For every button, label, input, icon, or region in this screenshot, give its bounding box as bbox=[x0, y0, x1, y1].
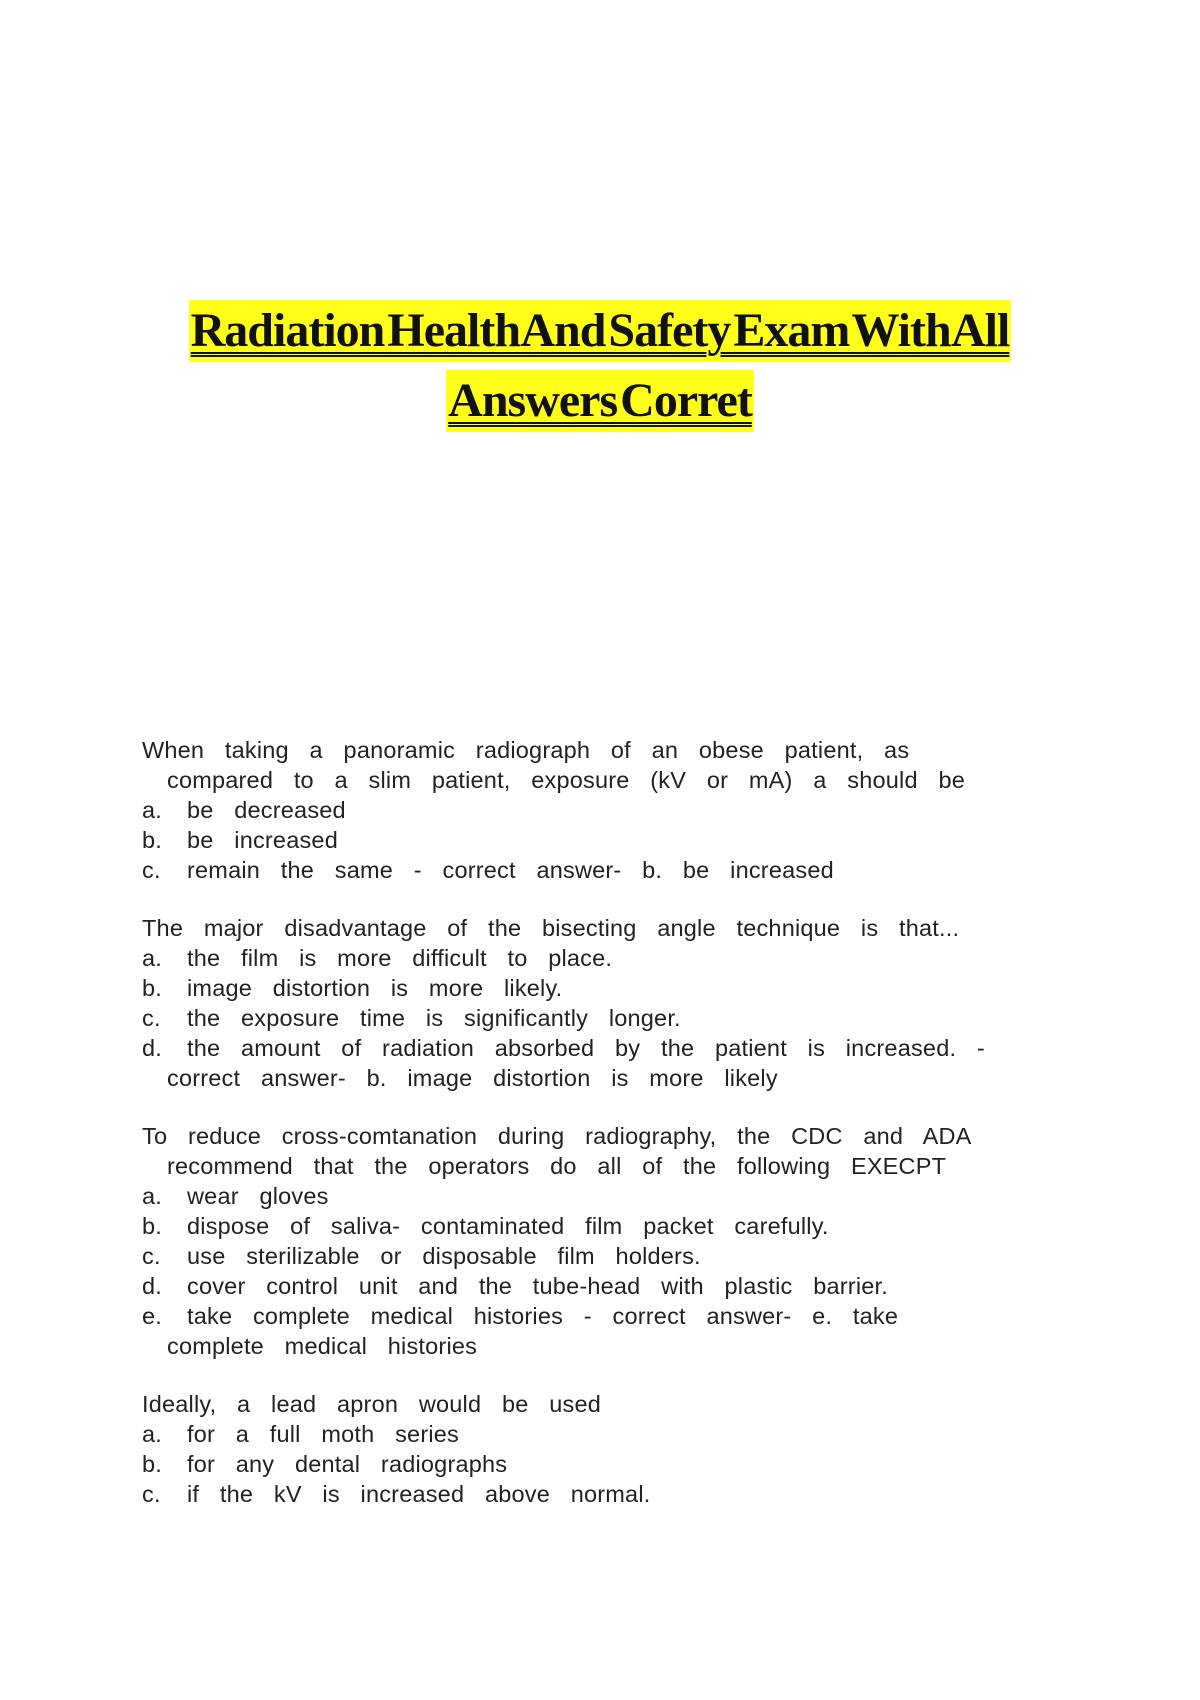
answer-option bbox=[142, 1003, 1042, 1033]
answer-option bbox=[142, 825, 1042, 855]
question-stem-line-2: compared to a slim patient, exposure (kV or mA) a should be bbox=[167, 767, 965, 793]
option-text: dispose of saliva- contaminated film packet carefully. bbox=[187, 1213, 829, 1239]
answer-option bbox=[142, 1449, 1042, 1479]
correct-answer-text: correct answer- b. image distortion is more likely bbox=[167, 1065, 778, 1091]
answer-option bbox=[142, 1033, 1042, 1093]
option-letter: b. bbox=[142, 1213, 162, 1239]
answer-option bbox=[142, 1419, 1042, 1449]
question-stem-line-1: To reduce cross-comtanation during radiography, the CDC and ADA bbox=[142, 1123, 972, 1149]
question-stem-line-1: The major disadvantage of the bisecting angle technique is that... bbox=[142, 915, 960, 941]
question-list bbox=[142, 735, 1042, 1537]
option-letter: d. bbox=[142, 1035, 162, 1061]
option-text: if the kV is increased above normal. bbox=[187, 1481, 651, 1507]
option-letter: a. bbox=[142, 1421, 162, 1447]
title-line-2: Answers Corret bbox=[446, 370, 754, 432]
option-text: image distortion is more likely. bbox=[187, 975, 563, 1001]
option-text: the film is more difficult to place. bbox=[187, 945, 613, 971]
answer-option bbox=[142, 1271, 1042, 1301]
option-letter: c. bbox=[142, 1481, 161, 1507]
option-text: be increased bbox=[187, 827, 338, 853]
option-text: the exposure time is significantly longer. bbox=[187, 1005, 681, 1031]
question-1 bbox=[142, 735, 1042, 885]
option-text: for any dental radiographs bbox=[187, 1451, 508, 1477]
option-letter: a. bbox=[142, 945, 162, 971]
option-letter: a. bbox=[142, 1183, 162, 1209]
option-text: remain the same - correct answer- b. be increased bbox=[187, 857, 834, 883]
option-text: take complete medical histories - correct answer- e. take bbox=[187, 1303, 899, 1329]
question-stem-line-2: recommend that the operators do all of the following EXECPT bbox=[167, 1153, 947, 1179]
answer-option bbox=[142, 855, 1042, 885]
question-stem bbox=[142, 735, 1042, 795]
document-title bbox=[0, 300, 1200, 432]
option-text: be decreased bbox=[187, 797, 346, 823]
title-line-1: Radiation Health And Safety Exam With All bbox=[189, 300, 1012, 362]
option-letter: b. bbox=[142, 1451, 162, 1477]
option-text: wear gloves bbox=[187, 1183, 329, 1209]
question-stem-line-1: When taking a panoramic radiograph of an obese patient, as bbox=[142, 737, 910, 763]
answer-option bbox=[142, 1241, 1042, 1271]
option-letter: c. bbox=[142, 857, 161, 883]
question-stem-line-1: Ideally, a lead apron would be used bbox=[142, 1391, 601, 1417]
option-letter: c. bbox=[142, 1005, 161, 1031]
answer-option bbox=[142, 1181, 1042, 1211]
question-4 bbox=[142, 1389, 1042, 1509]
option-letter: e. bbox=[142, 1303, 162, 1329]
answer-option bbox=[142, 1211, 1042, 1241]
question-2 bbox=[142, 913, 1042, 1093]
answer-option bbox=[142, 1479, 1042, 1509]
question-stem bbox=[142, 913, 1042, 943]
option-letter: b. bbox=[142, 975, 162, 1001]
option-letter: b. bbox=[142, 827, 162, 853]
correct-answer-text: complete medical histories bbox=[167, 1333, 478, 1359]
answer-option bbox=[142, 795, 1042, 825]
option-letter: c. bbox=[142, 1243, 161, 1269]
option-letter: d. bbox=[142, 1273, 162, 1299]
question-stem bbox=[142, 1121, 1042, 1181]
option-text: for a full moth series bbox=[187, 1421, 459, 1447]
answer-option bbox=[142, 1301, 1042, 1361]
option-text: use sterilizable or disposable film holders. bbox=[187, 1243, 701, 1269]
answer-option bbox=[142, 943, 1042, 973]
question-3 bbox=[142, 1121, 1042, 1361]
option-letter: a. bbox=[142, 797, 162, 823]
question-stem bbox=[142, 1389, 1042, 1419]
answer-option bbox=[142, 973, 1042, 1003]
option-text: cover control unit and the tube-head with plastic barrier. bbox=[187, 1273, 888, 1299]
option-text: the amount of radiation absorbed by the patient is increased. - bbox=[187, 1035, 985, 1061]
